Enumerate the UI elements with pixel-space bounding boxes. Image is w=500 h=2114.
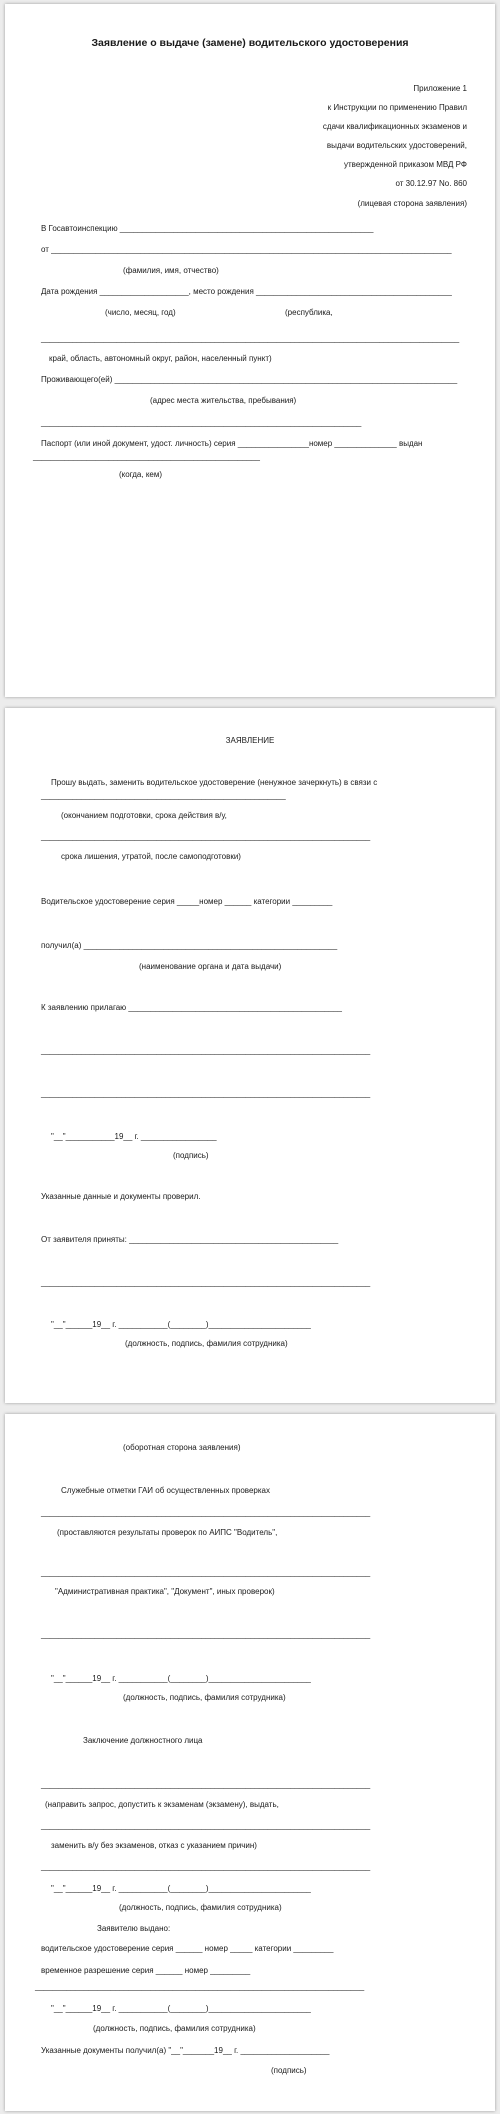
appendix-line: Приложение 1	[413, 84, 467, 93]
date-signature-line: "__"___________19__ г. _________________	[51, 1132, 217, 1141]
form-line: Указанные документы получил(а) "__"_______19__ г. ____________________	[41, 2046, 330, 2055]
appendix-line: (лицевая сторона заявления)	[357, 199, 467, 208]
form-line: получил(а) _________________________________________________________	[41, 941, 338, 950]
form-caption: (подпись)	[173, 1151, 209, 1160]
form-caption: (должность, подпись, фамилия сотрудника)	[123, 1693, 286, 1702]
document-title: Заявление о выдаче (замене) водительского удостоверения	[91, 37, 409, 49]
appendix-line: выдачи водительских удостоверений,	[326, 141, 467, 150]
form-line: Указанные данные и документы проверил.	[41, 1192, 201, 1201]
form-caption: (фамилия, имя, отчество)	[123, 266, 219, 275]
form-caption: (окончанием подготовки, срока действия в/у,	[61, 811, 227, 820]
form-line: __________________________________________________________________________	[41, 1630, 371, 1639]
date-signature-line: "__"______19__ г. ___________(________)_______________________	[51, 1674, 311, 1683]
form-line: временное разрешение серия ______ номер _________	[41, 1966, 251, 1975]
document-page-3	[5, 1414, 495, 2111]
section-heading: ЗАЯВЛЕНИЕ	[225, 736, 275, 745]
form-line: В Госавтоинспекцию _________________________________________________________	[41, 224, 374, 233]
form-line: ________________________________________________________________________	[41, 418, 362, 427]
form-caption: (направить запрос, допустить к экзаменам (экзамену), выдать,	[45, 1800, 279, 1809]
section-heading: Заключение должностного лица	[83, 1736, 203, 1745]
form-caption: (когда, кем)	[119, 470, 163, 479]
form-caption: (оборотная сторона заявления)	[123, 1443, 241, 1452]
form-line: __________________________________________________________________________	[41, 1508, 371, 1517]
form-caption: (число, месяц, год)	[105, 308, 176, 317]
form-line: Водительское удостоверение серия _____номер ______ категории _________	[41, 897, 333, 906]
section-heading: Заявителю выдано:	[97, 1924, 171, 1933]
form-line: __________________________________________________________________________	[41, 1089, 371, 1098]
form-line: __________________________________________________________________________	[41, 1568, 371, 1577]
form-caption: (подпись)	[271, 2066, 307, 2075]
form-line: ___________________________________________________	[33, 452, 260, 461]
form-caption: (проставляются результаты проверок по АИПС "Водитель",	[57, 1528, 278, 1537]
form-line: Паспорт (или иной документ, удост. личность) серия ________________номер ______________ выдан	[41, 439, 423, 448]
form-line: от __________________________________________________________________________________________	[41, 245, 452, 254]
appendix-line: к Инструкции по применению Правил	[327, 103, 467, 112]
form-caption: край, область, автономный округ, район, населенный пункт)	[49, 354, 272, 363]
document-page-1	[5, 4, 495, 697]
section-heading: Служебные отметки ГАИ об осуществленных проверках	[61, 1486, 270, 1495]
appendix-line: утвержденной приказом МВД РФ	[344, 160, 467, 169]
date-signature-line: "__"______19__ г. ___________(________)_______________________	[51, 1884, 311, 1893]
form-caption: (республика,	[285, 308, 333, 317]
form-line: Прошу выдать, заменить водительское удостоверение (ненужное зачеркнуть) в связи с	[51, 778, 378, 787]
form-line: __________________________________________________________________________	[41, 1046, 371, 1055]
form-line: __________________________________________________________________________	[35, 1982, 365, 1991]
form-caption: (наименование органа и дата выдачи)	[139, 962, 282, 971]
form-line: __________________________________________________________________________	[41, 1278, 371, 1287]
form-line: ______________________________________________________________________________________________	[41, 334, 460, 343]
form-caption: "Административная практика", "Документ", иных проверок)	[55, 1587, 275, 1596]
form-line: К заявлению прилагаю ________________________________________________	[41, 1003, 342, 1012]
form-line: __________________________________________________________________________	[41, 1821, 371, 1830]
form-line: __________________________________________________________________________	[41, 1780, 371, 1789]
form-line: __________________________________________________________________________	[41, 1862, 371, 1871]
form-caption: заменить в/у без экзаменов, отказ с указанием причин)	[51, 1841, 257, 1850]
form-caption: (должность, подпись, фамилия сотрудника)	[125, 1339, 288, 1348]
form-caption: (должность, подпись, фамилия сотрудника)	[119, 1903, 282, 1912]
form-caption: срока лишения, утратой, после самоподготовки)	[61, 852, 241, 861]
form-line: Дата рождения ____________________, место рождения ____________________________________________	[41, 287, 452, 296]
form-line: _______________________________________________________	[41, 791, 286, 800]
appendix-line: сдачи квалификационных экзаменов и	[322, 122, 467, 131]
form-line: Проживающего(ей) _____________________________________________________________________________	[41, 375, 458, 384]
document-page-2	[5, 708, 495, 1403]
form-line: От заявителя приняты: _______________________________________________	[41, 1235, 339, 1244]
form-line: __________________________________________________________________________	[41, 832, 371, 841]
date-signature-line: "__"______19__ г. ___________(________)_______________________	[51, 1320, 311, 1329]
form-line: водительское удостоверение серия ______ номер _____ категории _________	[41, 1944, 334, 1953]
appendix-line: от 30.12.97 No. 860	[395, 179, 467, 188]
form-caption: (адрес места жительства, пребывания)	[150, 396, 297, 405]
date-signature-line: "__"______19__ г. ___________(________)_______________________	[51, 2004, 311, 2013]
form-caption: (должность, подпись, фамилия сотрудника)	[93, 2024, 256, 2033]
